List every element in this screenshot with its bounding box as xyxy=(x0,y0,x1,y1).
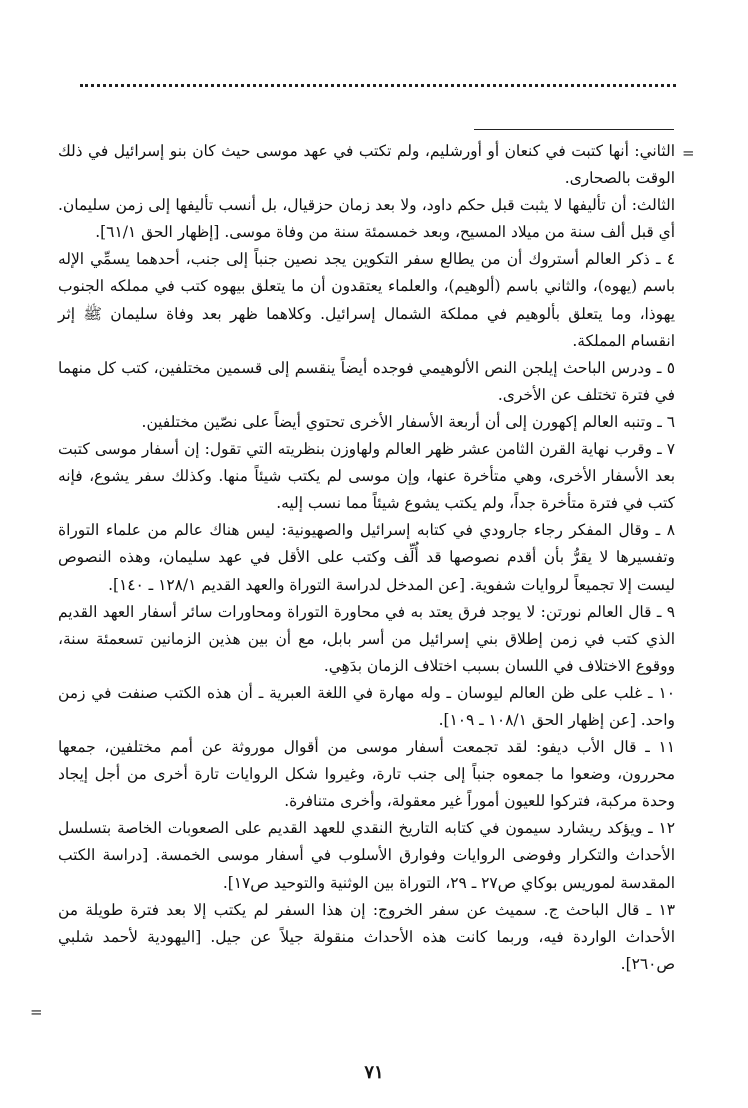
footnote-paragraph: ١٣ ـ قال الباحث ج. سميث عن سفر الخروج: إن هذا السفر لم يكتب إلا بعد فترة طويلة من الأحداث الواردة فيه، وربما كانت هذه الأحداث منقولة جيلاً عن جيل. [اليهودية لأحمد شلبي ص٢٦٠]. xyxy=(58,900,675,973)
footnote-paragraph: ٥ ـ ودرس الباحث إيلجن النص الألوهيمي فوجده أيضاً ينقسم إلى قسمين مختلفين، كتب كل منهما في فترة تختلف عن الأخرى. xyxy=(58,358,675,404)
footnote-paragraph: ٩ ـ قال العالم نورتن: لا يوجد فرق يعتد به في محاورة التوراة ومحاورات سائر أسفار العهد القديم الذي كتب في زمن إطلاق بني إسرائيل من أسر بابل، مع أن بين هذين الزمانين تسعمئة سنة، ووقوع الاختلاف في اللسان بسبب اختلاف الزمان بدَهِي. xyxy=(58,602,675,675)
footnote-paragraph: الثاني: أنها كتبت في كنعان أو أورشليم، ولم تكتب في عهد موسى حيث كان بنو إسرائيل في ذلك الوقت بالصحارى. xyxy=(58,142,675,188)
page-number: ٧١ xyxy=(364,1062,384,1083)
header-dotted-rule xyxy=(80,84,676,87)
footnote-paragraph: ٤ ـ ذكر العالم أستروك أن من يطالع سفر التكوين يجد نصين جنباً إلى جنب، أحدهما يسمِّي الإله باسم (يهوه)، والثاني باسم (ألوهيم)، والعلماء يعتقدون أن ما يتعلق بيهوه كتب في مملكه الجنوب يهوذا، وما يتعلق بألوهيم في مملكة الشمال إسرائيل. وكلاهما ظهر بعد وفاة سليمان ﷺ إثر انقسام المملكة. xyxy=(58,250,675,350)
footnote-paragraph: ١٢ ـ ويؤكد ريشارد سيمون في كتابه التاريخ النقدي للعهد القديم على الصعوبات الخاصة بتسلسل الأحداث والتكرار وفوضى الروايات وفوارق الأسلوب في أسفار موسى الخمسة. [دراسة الكتب المقدسة لموريس بوكاي ص٢٧ ـ ٢٩، التوراة بين الوثنية والتوحيد ص١٧]. xyxy=(58,819,675,892)
footnotes-block xyxy=(58,138,675,978)
footnote-paragraph: ١٠ ـ غلب على ظن العالم ليوسان ـ وله مهارة في اللغة العبرية ـ أن هذه الكتب صنفت في زمن واحد. [عن إظهار الحق ١٠٨/١ ـ ١٠٩]. xyxy=(58,683,675,729)
footnote-paragraph: ٨ ـ وقال المفكر رجاء جارودي في كتابه إسرائيل والصهيونية: ليس هناك عالم من علماء التوراة وتفسيرها لا يقرُّ بأن أقدم نصوصها قد أُلِّف وكتب على الأقل في عهد سليمان، وهذه النصوص ليست إلا تجميعاً لروايات شفوية. [عن المدخل لدراسة التوراة والعهد القديم ١٢٨/١ ـ ١٤٠]. xyxy=(58,521,675,594)
footnote-separator-rule xyxy=(474,129,674,130)
footnote-paragraph: ١١ ـ قال الأب ديفو: لقد تجمعت أسفار موسى من أقوال موروثة عن أمم مختلفين، جمعها محررون، وضعوا ما جمعوه جنباً إلى جنب تارة، وغيروا شكل الروايات تارة أخرى من أجل إيجاد وحدة مركبة، فتركوا للعيون أموراً غير معقولة، وأخرى متنافرة. xyxy=(58,738,675,811)
footnote-paragraph: ٦ ـ وتنبه العالم إكهورن إلى أن أربعة الأسفار الأخرى تحتوي أيضاً على نصّين مختلفين. xyxy=(141,412,675,431)
footnote-paragraph: ٧ ـ وقرب نهاية القرن الثامن عشر ظهر العالم ولهاوزن بنظريته التي تقول: إن أسفار موسى كتبت بعد الأسفار الأخرى، وهي متأخرة عنها، وإن موسى لم يكتب شيئاً منها. وكذلك سفر يشوع، فإنه كتب في فترة متأخرة جداً، ولم يكتب يشوع شيئاً مما نسب إليه. xyxy=(58,440,675,513)
margin-marker-bottom: = xyxy=(30,1003,43,1021)
footnote-paragraph: الثالث: أن تأليفها لا يثبت قبل حكم داود، ولا بعد زمان حزقيال، بل أنسب تأليفها إلى زمن سليمان. أي قبل ألف سنة من ميلاد المسيح، وبعد خمسمئة سنة من وفاة موسى. [إظهار الحق ٦١/١]. xyxy=(58,196,675,242)
margin-marker-top: = xyxy=(682,144,695,162)
